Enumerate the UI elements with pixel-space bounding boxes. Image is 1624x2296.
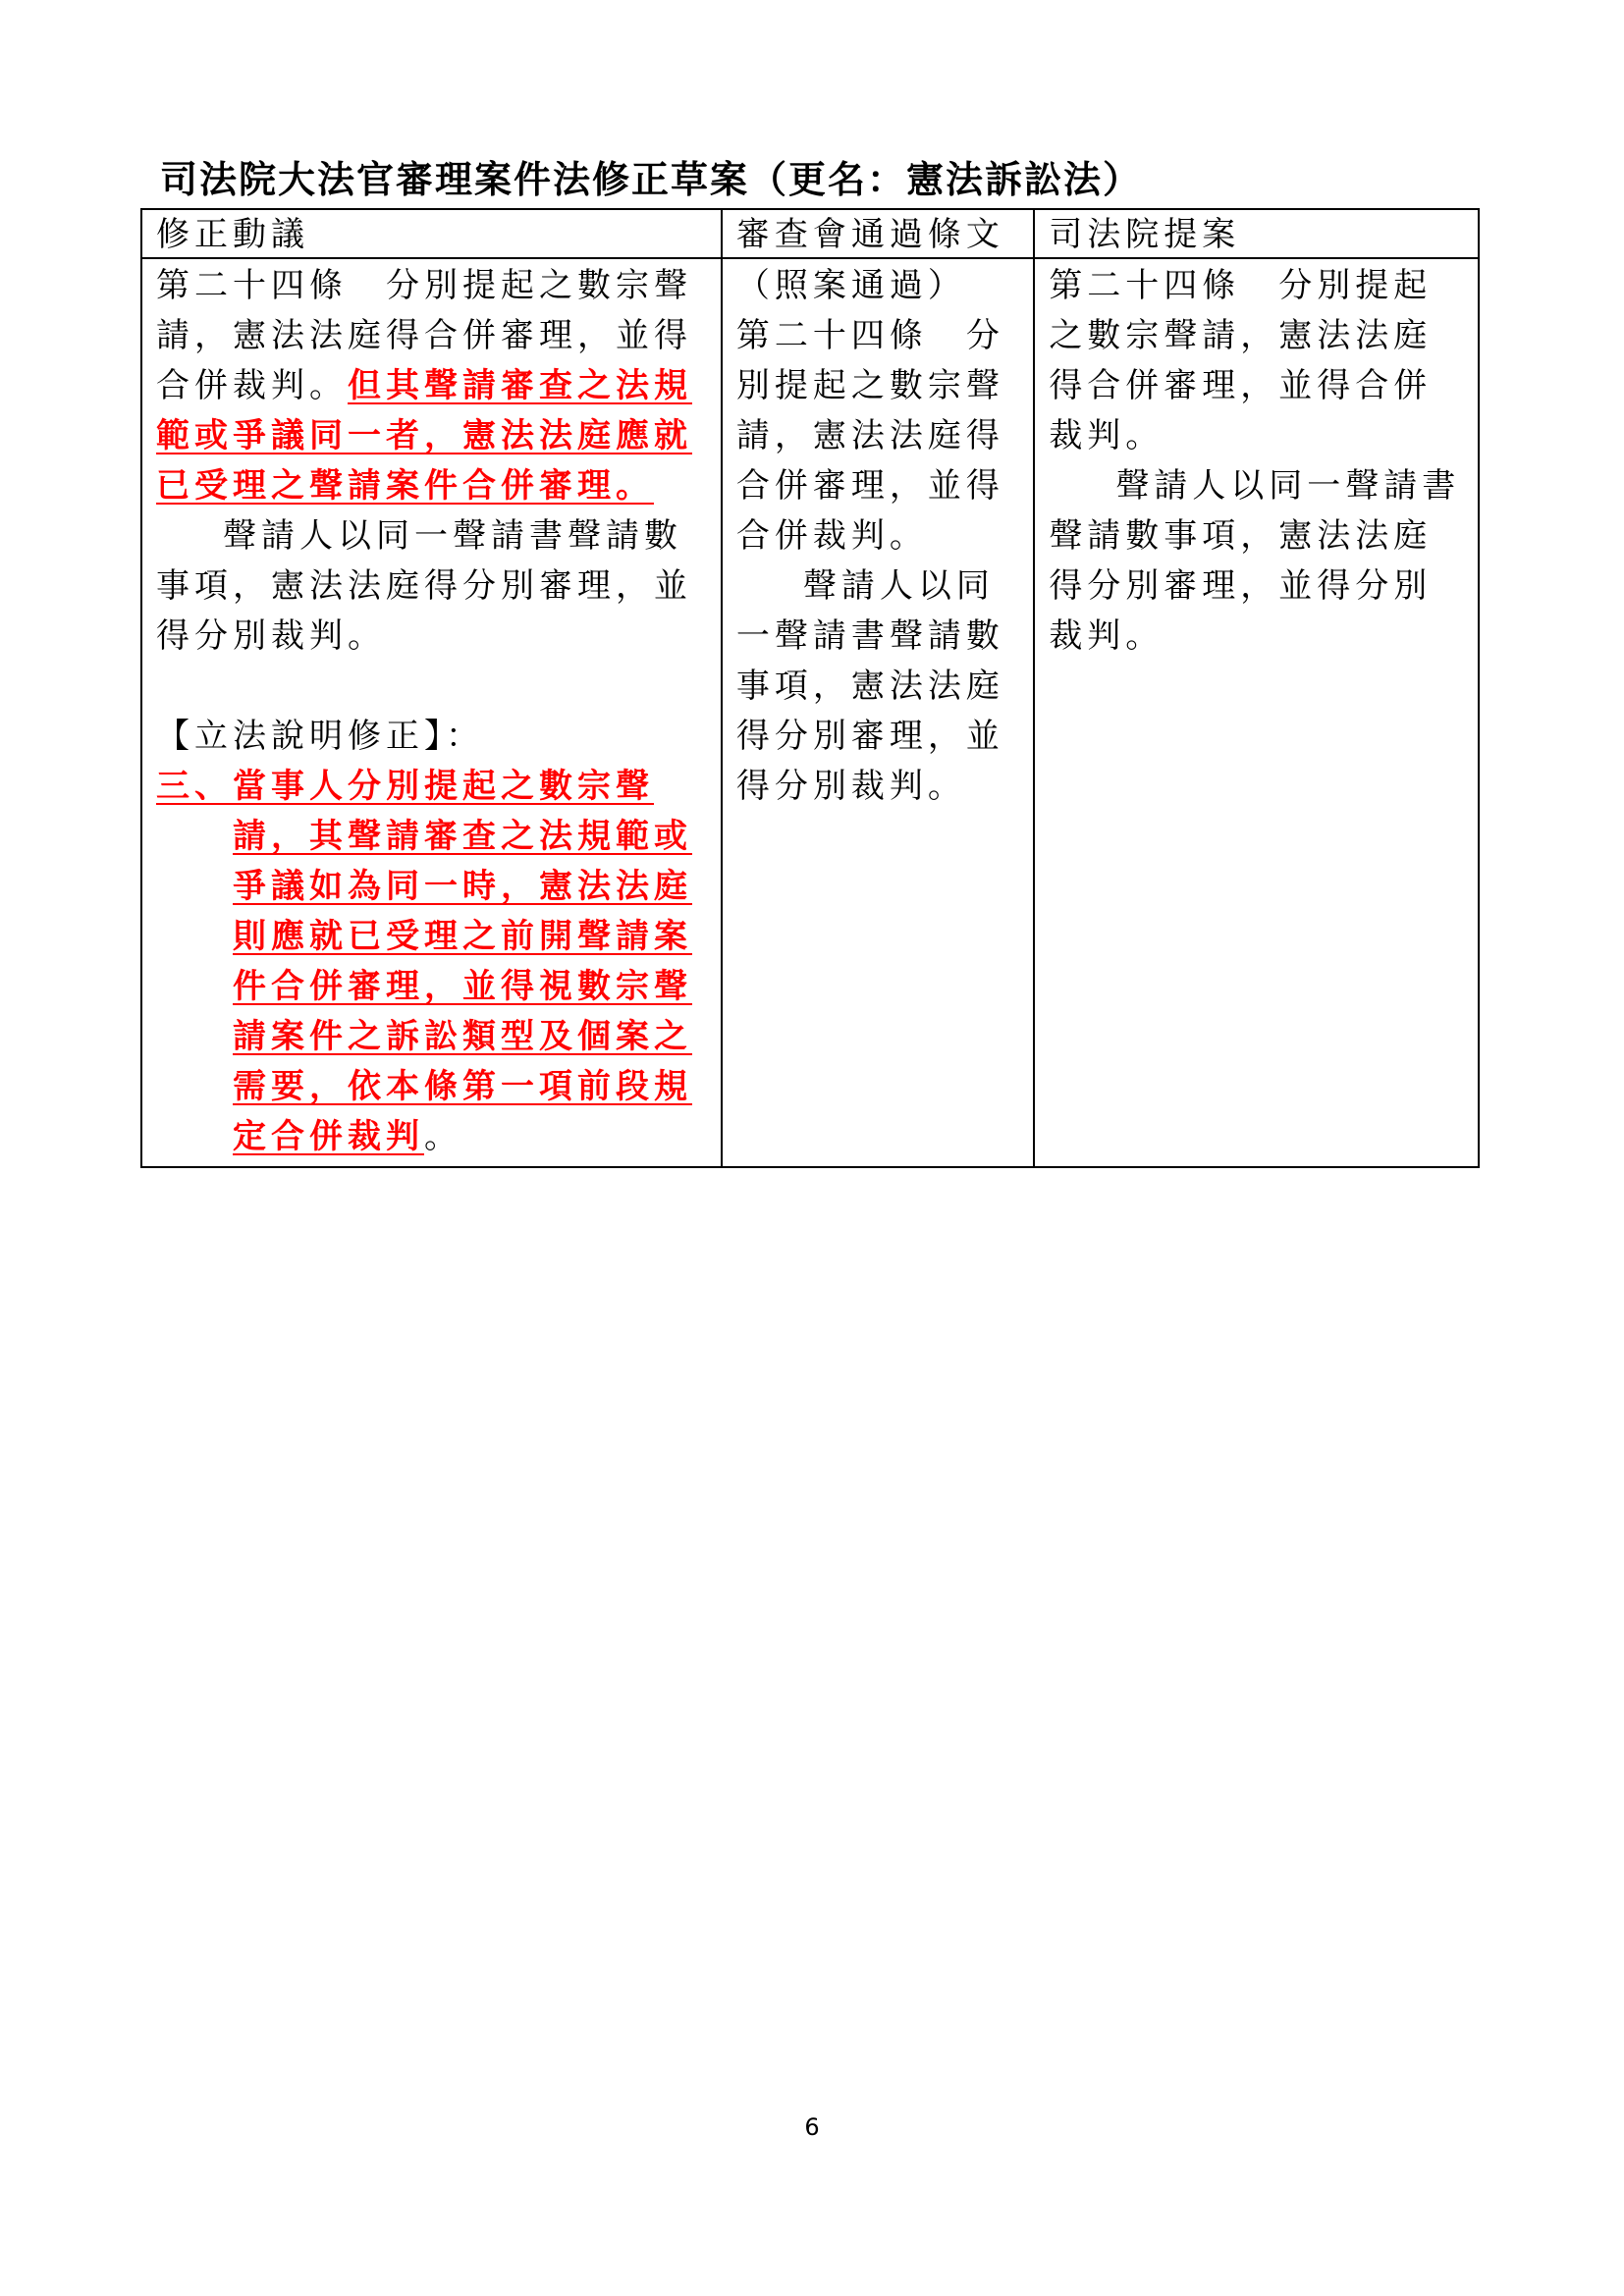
comparison-table	[140, 208, 1480, 1168]
committee-note: （照案通過）	[735, 266, 966, 305]
judicial-paragraph-1: 第二十四條 分別提起之數宗聲請，憲法法庭得合併審理，並得合併裁判。	[1049, 266, 1433, 455]
document-title: 司法院大法官審理案件法修正草案（更名：憲法訴訟法）	[160, 157, 1143, 201]
explanation-item	[156, 762, 707, 1162]
explanation-end-mark: 。	[424, 1117, 462, 1156]
header-judicial: 司法院提案	[1034, 209, 1479, 258]
table-row	[141, 258, 1479, 1167]
cell-judicial	[1034, 258, 1479, 1167]
motion-paragraph-1	[156, 261, 707, 511]
motion-paragraph-2: 聲請人以同一聲請書聲請數事項，憲法法庭得分別審理，並得分別裁判。	[156, 516, 692, 656]
header-committee: 審查會通過條文	[722, 209, 1034, 258]
header-motion: 修正動議	[141, 209, 722, 258]
judicial-paragraph-2: 聲請人以同一聲請書聲請數事項，憲法法庭得分別審理，並得分別裁判。	[1049, 466, 1461, 656]
cell-committee	[722, 258, 1034, 1167]
motion-amendment-text: 但其聲請審查之法規範或爭議同一者，憲法法庭應就已受理之聲請案件合併審理。	[156, 366, 692, 506]
explanation-amendment-text: 三、當事人分別提起之數宗聲請，其聲請審查之法規範或爭議如為同一時，憲法法庭則應就已受理之前開聲請案件合併審理，並得視數宗聲請案件之訴訟類型及個案之需要，依本條第一項前段規定合併裁判	[156, 767, 692, 1156]
committee-paragraph-2: 聲請人以同一聲請書聲請數事項，憲法法庭得分別審理，並得分別裁判。	[735, 566, 1004, 806]
blank-line	[156, 662, 707, 712]
cell-motion	[141, 258, 722, 1167]
page-number: 6	[804, 2113, 820, 2141]
explanation-label: 【立法說明修正】：	[156, 717, 484, 756]
committee-paragraph-1: 第二十四條 分別提起之數宗聲請，憲法法庭得合併審理，並得合併裁判。	[735, 316, 1004, 556]
motion-article-text: 第二十四條 分別提起之數宗聲請，憲法法庭得合併審理，並得合併裁判。	[156, 266, 692, 405]
table-header-row	[141, 209, 1479, 258]
